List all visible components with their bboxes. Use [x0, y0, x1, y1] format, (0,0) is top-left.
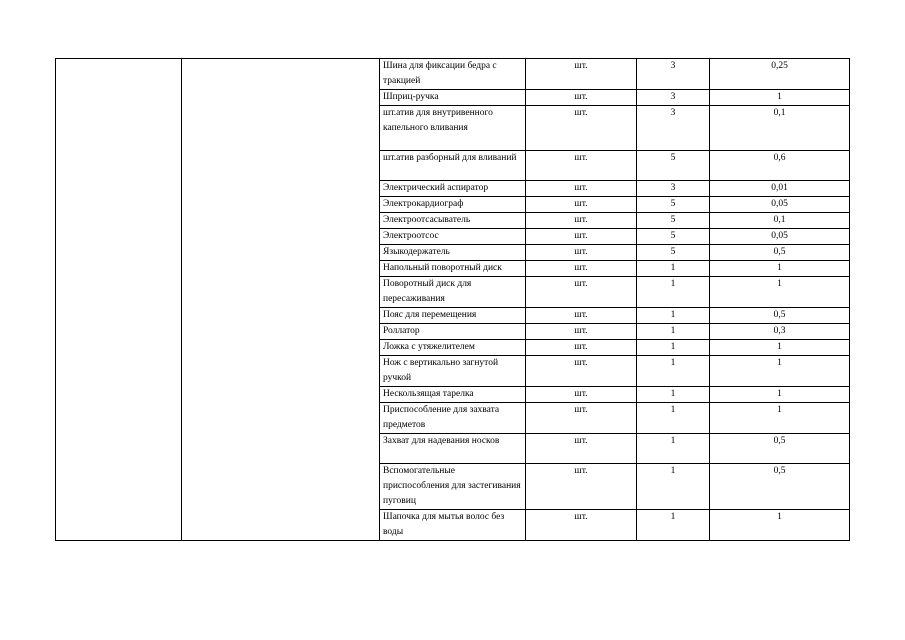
quantity-cell: [637, 340, 710, 356]
unit-cell: [526, 510, 637, 541]
norm-text: 0,3: [773, 326, 786, 336]
unit-text: шт.: [574, 92, 588, 102]
item-name-cell: [380, 106, 526, 151]
norm-text: 1: [777, 512, 782, 522]
unit-text: шт.: [574, 310, 588, 320]
norm-cell: [710, 464, 850, 510]
item-name-text: Шина для фиксации бедра с тракцией: [383, 61, 497, 86]
quantity-cell: [637, 213, 710, 229]
item-name-cell: [380, 151, 526, 181]
unit-cell: [526, 197, 637, 213]
unit-text: шт.: [574, 183, 588, 193]
item-name-cell: [380, 434, 526, 464]
unit-text: шт.: [574, 231, 588, 241]
norm-cell: [710, 90, 850, 106]
item-name-text: Электроотсасыватель: [383, 215, 471, 225]
item-name-text: Языкодержатель: [383, 247, 450, 257]
unit-text: шт.: [574, 512, 588, 522]
unit-text: шт.: [574, 61, 588, 71]
quantity-text: 5: [670, 247, 676, 257]
quantity-cell: [637, 403, 710, 434]
quantity-cell: [637, 324, 710, 340]
norm-cell: [710, 151, 850, 181]
norm-text: 0,6: [773, 153, 786, 163]
item-name-text: шт.атив разборный для вливаний: [383, 153, 517, 163]
norm-text: 1: [777, 405, 782, 415]
unit-cell: [526, 59, 637, 90]
norm-cell: [710, 277, 850, 308]
quantity-cell: [637, 90, 710, 106]
unit-cell: [526, 464, 637, 510]
norm-text: 0,1: [773, 215, 786, 225]
quantity-cell: [637, 387, 710, 403]
table-row: [56, 59, 850, 90]
quantity-text: 5: [670, 153, 676, 163]
quantity-text: 1: [670, 326, 676, 336]
unit-cell: [526, 434, 637, 464]
norm-text: 1: [777, 358, 782, 368]
item-name-text: Поворотный диск для пересаживания: [383, 279, 472, 304]
norm-cell: [710, 181, 850, 197]
quantity-text: 3: [670, 183, 676, 193]
quantity-text: 1: [670, 310, 676, 320]
quantity-text: 1: [670, 358, 676, 368]
quantity-cell: [637, 434, 710, 464]
unit-text: шт.: [574, 326, 588, 336]
norm-cell: [710, 387, 850, 403]
norm-cell: [710, 59, 850, 90]
equipment-table-body: [56, 59, 850, 541]
item-name-cell: [380, 324, 526, 340]
norm-text: 0,5: [773, 436, 786, 446]
unit-cell: [526, 356, 637, 387]
norm-text: 0,1: [773, 108, 786, 118]
quantity-text: 1: [670, 389, 676, 399]
quantity-cell: [637, 308, 710, 324]
item-name-cell: [380, 261, 526, 277]
item-name-cell: [380, 277, 526, 308]
norm-text: 0,01: [771, 183, 788, 193]
norm-cell: [710, 308, 850, 324]
unit-text: шт.: [574, 108, 588, 118]
quantity-cell: [637, 261, 710, 277]
norm-text: 0,25: [771, 61, 788, 71]
norm-cell: [710, 245, 850, 261]
item-name-cell: [380, 59, 526, 90]
empty-column-1: [56, 59, 182, 541]
unit-cell: [526, 151, 637, 181]
item-name-cell: [380, 464, 526, 510]
quantity-cell: [637, 181, 710, 197]
norm-text: 1: [777, 263, 782, 273]
norm-cell: [710, 434, 850, 464]
item-name-cell: [380, 403, 526, 434]
norm-cell: [710, 261, 850, 277]
item-name-cell: [380, 356, 526, 387]
unit-cell: [526, 106, 637, 151]
unit-text: шт.: [574, 199, 588, 209]
item-name-text: Нескользящая тарелка: [383, 389, 474, 399]
unit-text: шт.: [574, 466, 588, 476]
item-name-text: Электрический аспиратор: [383, 183, 489, 193]
quantity-cell: [637, 151, 710, 181]
norm-text: 0,5: [773, 310, 786, 320]
unit-cell: [526, 90, 637, 106]
norm-text: 1: [777, 279, 782, 289]
empty-column-2: [182, 59, 380, 541]
item-name-cell: [380, 387, 526, 403]
item-name-text: Вспомогательные приспособления для застегивания пуговиц: [383, 466, 521, 506]
unit-text: шт.: [574, 279, 588, 289]
norm-cell: [710, 213, 850, 229]
quantity-text: 1: [670, 405, 676, 415]
item-name-text: Роллатор: [383, 326, 420, 336]
quantity-cell: [637, 510, 710, 541]
unit-text: шт.: [574, 247, 588, 257]
quantity-cell: [637, 356, 710, 387]
equipment-table: [55, 58, 850, 541]
unit-text: шт.: [574, 405, 588, 415]
norm-cell: [710, 340, 850, 356]
norm-cell: [710, 197, 850, 213]
quantity-text: 3: [670, 61, 676, 71]
item-name-cell: [380, 90, 526, 106]
quantity-cell: [637, 277, 710, 308]
item-name-text: Шапочка для мытья волос без воды: [383, 512, 505, 537]
quantity-text: 1: [670, 263, 676, 273]
unit-text: шт.: [574, 263, 588, 273]
norm-text: 1: [777, 342, 782, 352]
quantity-cell: [637, 245, 710, 261]
norm-cell: [710, 356, 850, 387]
quantity-cell: [637, 59, 710, 90]
quantity-text: 1: [670, 512, 676, 522]
item-name-text: Шприц-ручка: [383, 92, 439, 102]
unit-cell: [526, 245, 637, 261]
item-name-text: Пояс для перемещения: [383, 310, 477, 320]
unit-cell: [526, 213, 637, 229]
item-name-text: шт.атив для внутривенного капельного вливания: [383, 108, 493, 133]
item-name-text: Напольный поворотный диск: [383, 263, 502, 273]
unit-cell: [526, 261, 637, 277]
quantity-cell: [637, 229, 710, 245]
quantity-cell: [637, 464, 710, 510]
quantity-text: 5: [670, 231, 676, 241]
quantity-text: 3: [670, 108, 676, 118]
norm-cell: [710, 324, 850, 340]
unit-cell: [526, 324, 637, 340]
unit-text: шт.: [574, 342, 588, 352]
quantity-cell: [637, 106, 710, 151]
unit-cell: [526, 277, 637, 308]
norm-text: 0,05: [771, 199, 788, 209]
item-name-text: Захват для надевания носков: [383, 436, 500, 446]
norm-cell: [710, 229, 850, 245]
norm-text: 1: [777, 92, 782, 102]
quantity-text: 1: [670, 279, 676, 289]
unit-cell: [526, 181, 637, 197]
unit-text: шт.: [574, 153, 588, 163]
item-name-text: Ложка с утяжелителем: [383, 342, 475, 352]
quantity-text: 1: [670, 466, 676, 476]
quantity-text: 1: [670, 436, 676, 446]
norm-text: 0,5: [773, 466, 786, 476]
unit-text: шт.: [574, 436, 588, 446]
quantity-text: 5: [670, 199, 676, 209]
unit-cell: [526, 308, 637, 324]
unit-text: шт.: [574, 389, 588, 399]
norm-text: 0,05: [771, 231, 788, 241]
quantity-cell: [637, 197, 710, 213]
unit-text: шт.: [574, 215, 588, 225]
item-name-cell: [380, 340, 526, 356]
item-name-cell: [380, 181, 526, 197]
norm-cell: [710, 106, 850, 151]
quantity-text: 3: [670, 92, 676, 102]
quantity-text: 1: [670, 342, 676, 352]
item-name-cell: [380, 213, 526, 229]
quantity-text: 5: [670, 215, 676, 225]
item-name-text: Нож с вертикально загнутой ручкой: [383, 358, 499, 383]
norm-text: 0,5: [773, 247, 786, 257]
norm-cell: [710, 510, 850, 541]
norm-text: 1: [777, 389, 782, 399]
unit-cell: [526, 403, 637, 434]
unit-cell: [526, 340, 637, 356]
item-name-text: Электрокардиограф: [383, 199, 464, 209]
norm-cell: [710, 403, 850, 434]
unit-text: шт.: [574, 358, 588, 368]
item-name-cell: [380, 308, 526, 324]
item-name-text: Приспособление для захвата предметов: [383, 405, 500, 430]
item-name-cell: [380, 510, 526, 541]
item-name-text: Электроотсос: [383, 231, 439, 241]
unit-cell: [526, 229, 637, 245]
item-name-cell: [380, 197, 526, 213]
item-name-cell: [380, 229, 526, 245]
unit-cell: [526, 387, 637, 403]
item-name-cell: [380, 245, 526, 261]
